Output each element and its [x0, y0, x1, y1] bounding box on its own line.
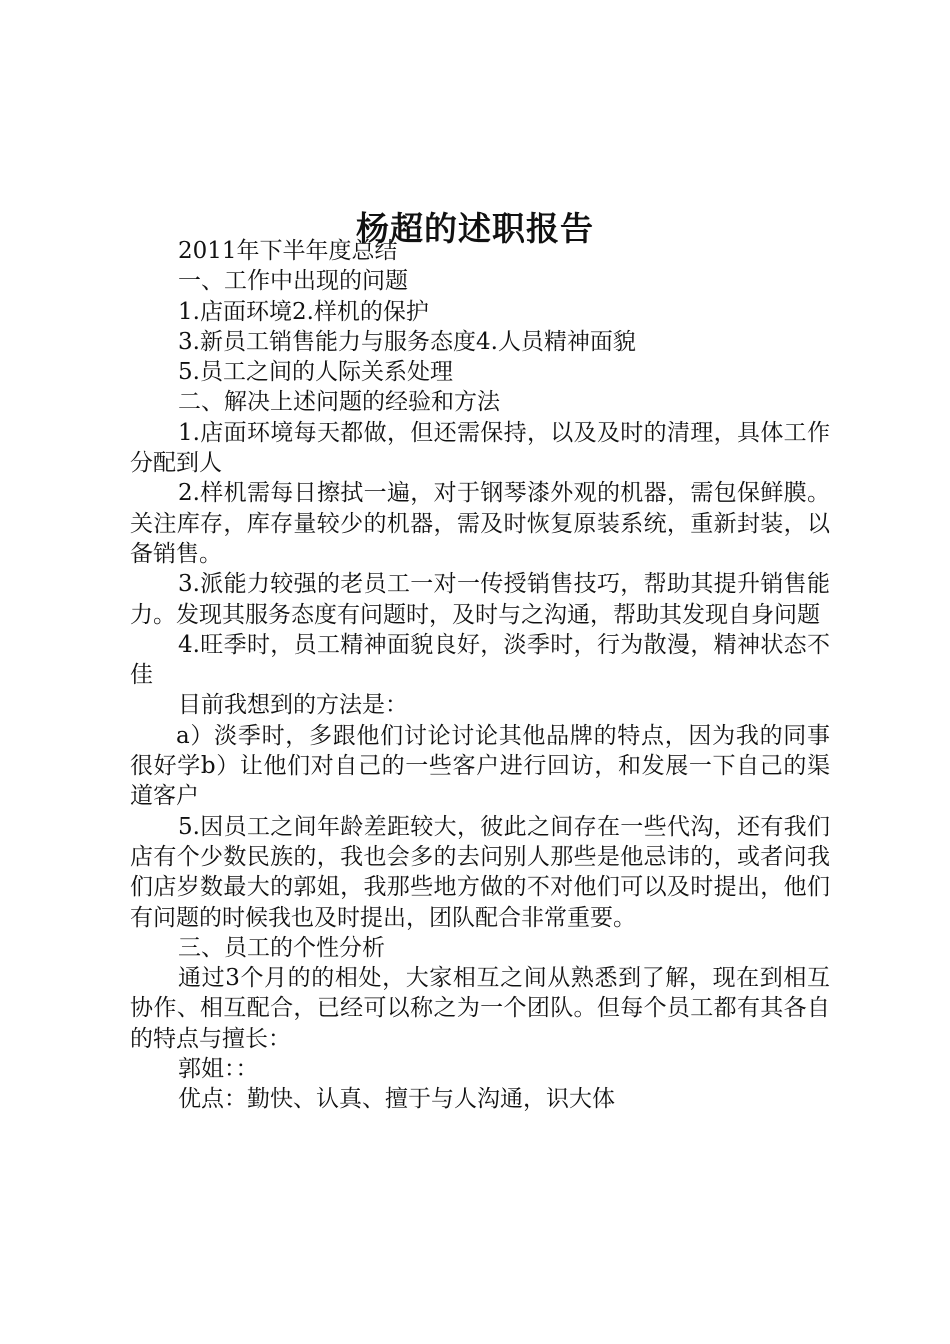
paragraph-personality-intro: 通过3个月的的相处，大家相互之间从熟悉到了解，现在到相互协作、相互配合，已经可以称之为一个团队。但每个员工都有其各自的特点与擅长： [130, 965, 830, 1052]
paragraph-methods-detail: a）淡季时，多跟他们讨论讨论其他品牌的特点，因为我的同事很好学b）让他们对自己的一些客户进行回访，和发展一下自己的渠道客户 [130, 722, 830, 810]
paragraph-problem-list-1: 1.店面环境2.样机的保护 [178, 298, 429, 325]
section-heading-problems: 一、工作中出现的问题 [178, 268, 408, 295]
document-title: 杨超的述职报告 [356, 209, 594, 249]
section-heading-solutions: 二、解决上述问题的经验和方法 [178, 389, 500, 416]
paragraph-solution-2: 2.样机需每日擦拭一遍，对于钢琴漆外观的机器，需包保鲜膜。关注库存，库存量较少的机器，需及时恢复原装系统，重新封装，以备销售。 [130, 480, 830, 567]
section-heading-personality: 三、员工的个性分析 [178, 934, 385, 961]
document-body [130, 236, 830, 1115]
paragraph-problem-list-3: 5.员工之间的人际关系处理 [178, 359, 453, 386]
paragraph-methods-intro: 目前我想到的方法是： [178, 692, 408, 719]
paragraph-summary-heading: 2011年下半年度总结 [178, 238, 398, 264]
paragraph-solution-1: 1.店面环境每天都做，但还需保持，以及及时的清理，具体工作分配到人 [130, 419, 830, 477]
paragraph-problem-list-2: 3.新员工销售能力与服务态度4.人员精神面貌 [178, 328, 636, 355]
paragraph-employee-strengths: 优点：勤快、认真、擅于与人沟通，识大体 [178, 1086, 615, 1113]
paragraph-employee-name: 郭姐：： [178, 1056, 259, 1083]
paragraph-solution-3: 3.派能力较强的老员工一对一传授销售技巧，帮助其提升销售能力。发现其服务态度有问题时，及时与之沟通，帮助其发现自身问题 [130, 571, 830, 628]
paragraph-solution-5: 5.因员工之间年龄差距较大，彼此之间存在一些代沟，还有我们店有个少数民族的，我也会多的去问别人那些是他忌讳的，或者问我们店岁数最大的郭姐，我那些地方做的不对他们可以及时提出，他们有问题的时候我也及时提出，团队配合非常重要。 [130, 813, 830, 931]
paragraph-solution-4: 4.旺季时，员工精神面貌良好，淡季时，行为散漫，精神状态不佳 [130, 631, 830, 689]
